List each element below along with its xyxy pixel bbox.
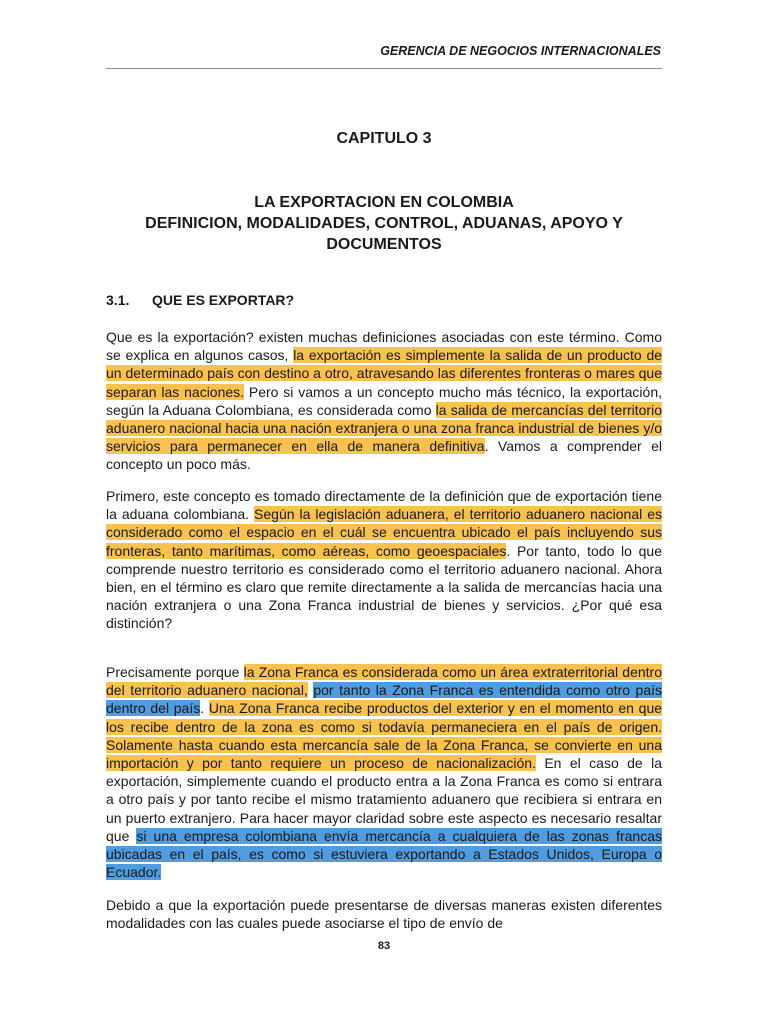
- header-divider: [106, 68, 662, 69]
- highlighted-text-yellow: la Zona Franca es considerada como un área extraterritorial dentro del territorio aduanero nacional,: [106, 664, 662, 699]
- body-text: Precisamente porque: [106, 664, 244, 680]
- chapter-title-line-3: DOCUMENTOS: [326, 236, 442, 253]
- highlighted-text-blue: si una empresa colombiana envía mercancía a cualquiera de las zonas francas ubicadas en el país, es como si estuviera exportando a Estados Unidos, Europa o Ecuador.: [106, 827, 662, 881]
- page-number: 83: [377, 940, 391, 952]
- body-text: Debido a que la exportación puede presentarse de diversas maneras existen diferentes modalidades con las cuales puede asociarse el tipo de envío de: [106, 897, 662, 932]
- paragraph: [106, 663, 662, 881]
- paragraph: [106, 328, 662, 474]
- running-header: GERENCIA DE NEGOCIOS INTERNACIONALES: [380, 44, 661, 58]
- body-text: .: [200, 700, 209, 717]
- body-text: . Por tanto, todo lo que comprende nuestro territorio es considerado como el territorio aduanero nacional. Ahora bien, en el término es claro que remite directamente a la salida de mercancías hacia una nación extranjera o una Zona Franca industrial de bienes y servicios. ¿Por qué esa distinción?: [106, 542, 662, 632]
- highlighted-text-yellow: la exportación es simplemente la salida de un producto de un determinado país con destino a otro, atravesando las diferentes fronteras o mares que separan las naciones.: [106, 347, 663, 400]
- paragraph: [106, 487, 662, 633]
- paragraph: [106, 896, 662, 932]
- section-heading: [106, 292, 294, 308]
- body-text: En el caso de la exportación, simplemente cuando el producto entra a la Zona Franca es como si entrara a otro país y por tanto recibe el mismo tratamiento aduanero que recibiera si entrara en un puerto extranjero. Para hacer mayor claridad sobre este aspecto es necesario resaltar que: [106, 755, 663, 844]
- section-number: 3.1.: [106, 292, 130, 308]
- body-text: Primero, este concepto es tomado directamente de la definición que de exportación tiene la aduana colombiana.: [106, 488, 662, 523]
- body-text: . Vamos a comprender el concepto un poco más.: [106, 438, 662, 473]
- highlighted-text-yellow: Una Zona Franca recibe productos del exterior y en el momento en que los recibe dentro de la zona es como si todavía permaneciera en el país de origen. Solamente hasta cuando esta mercancía sale de la Zona Franca, se convierte en una importación y por tanto requiere un proceso de nacionalización.: [106, 700, 663, 772]
- section-title: QUE ES EXPORTAR?: [152, 292, 295, 308]
- highlighted-text-blue: por tanto la Zona Franca es entendida como otro país dentro del país: [106, 682, 662, 717]
- highlighted-text-yellow: la salida de mercancías del territorio aduanero nacional hacia una nación extranjera o una zona franca industrial de bienes y/o servicios para permanecer en ella de manera definitiva: [106, 401, 662, 455]
- body-text: Que es la exportación? existen muchas definiciones asociadas con este término. Como se explica en algunos casos,: [106, 329, 662, 364]
- chapter-title: [106, 192, 662, 255]
- chapter-title-line-2: DEFINICION, MODALIDADES, CONTROL, ADUANAS, APOYO Y: [145, 215, 623, 232]
- chapter-title-line-1: LA EXPORTACION EN COLOMBIA: [254, 194, 514, 211]
- body-text: Pero si vamos a un concepto mucho más técnico, la exportación, según la Aduana Colombiana, es considerada como: [106, 383, 663, 418]
- highlighted-text-yellow: Según la legislación aduanera, el territorio aduanero nacional es considerado como el espacio en el cuál se encuentra ubicado el país incluyendo sus fronteras, tanto marítimas, como aéreas, como geoespaciales: [106, 506, 662, 559]
- chapter-heading: CAPITULO 3: [336, 130, 432, 147]
